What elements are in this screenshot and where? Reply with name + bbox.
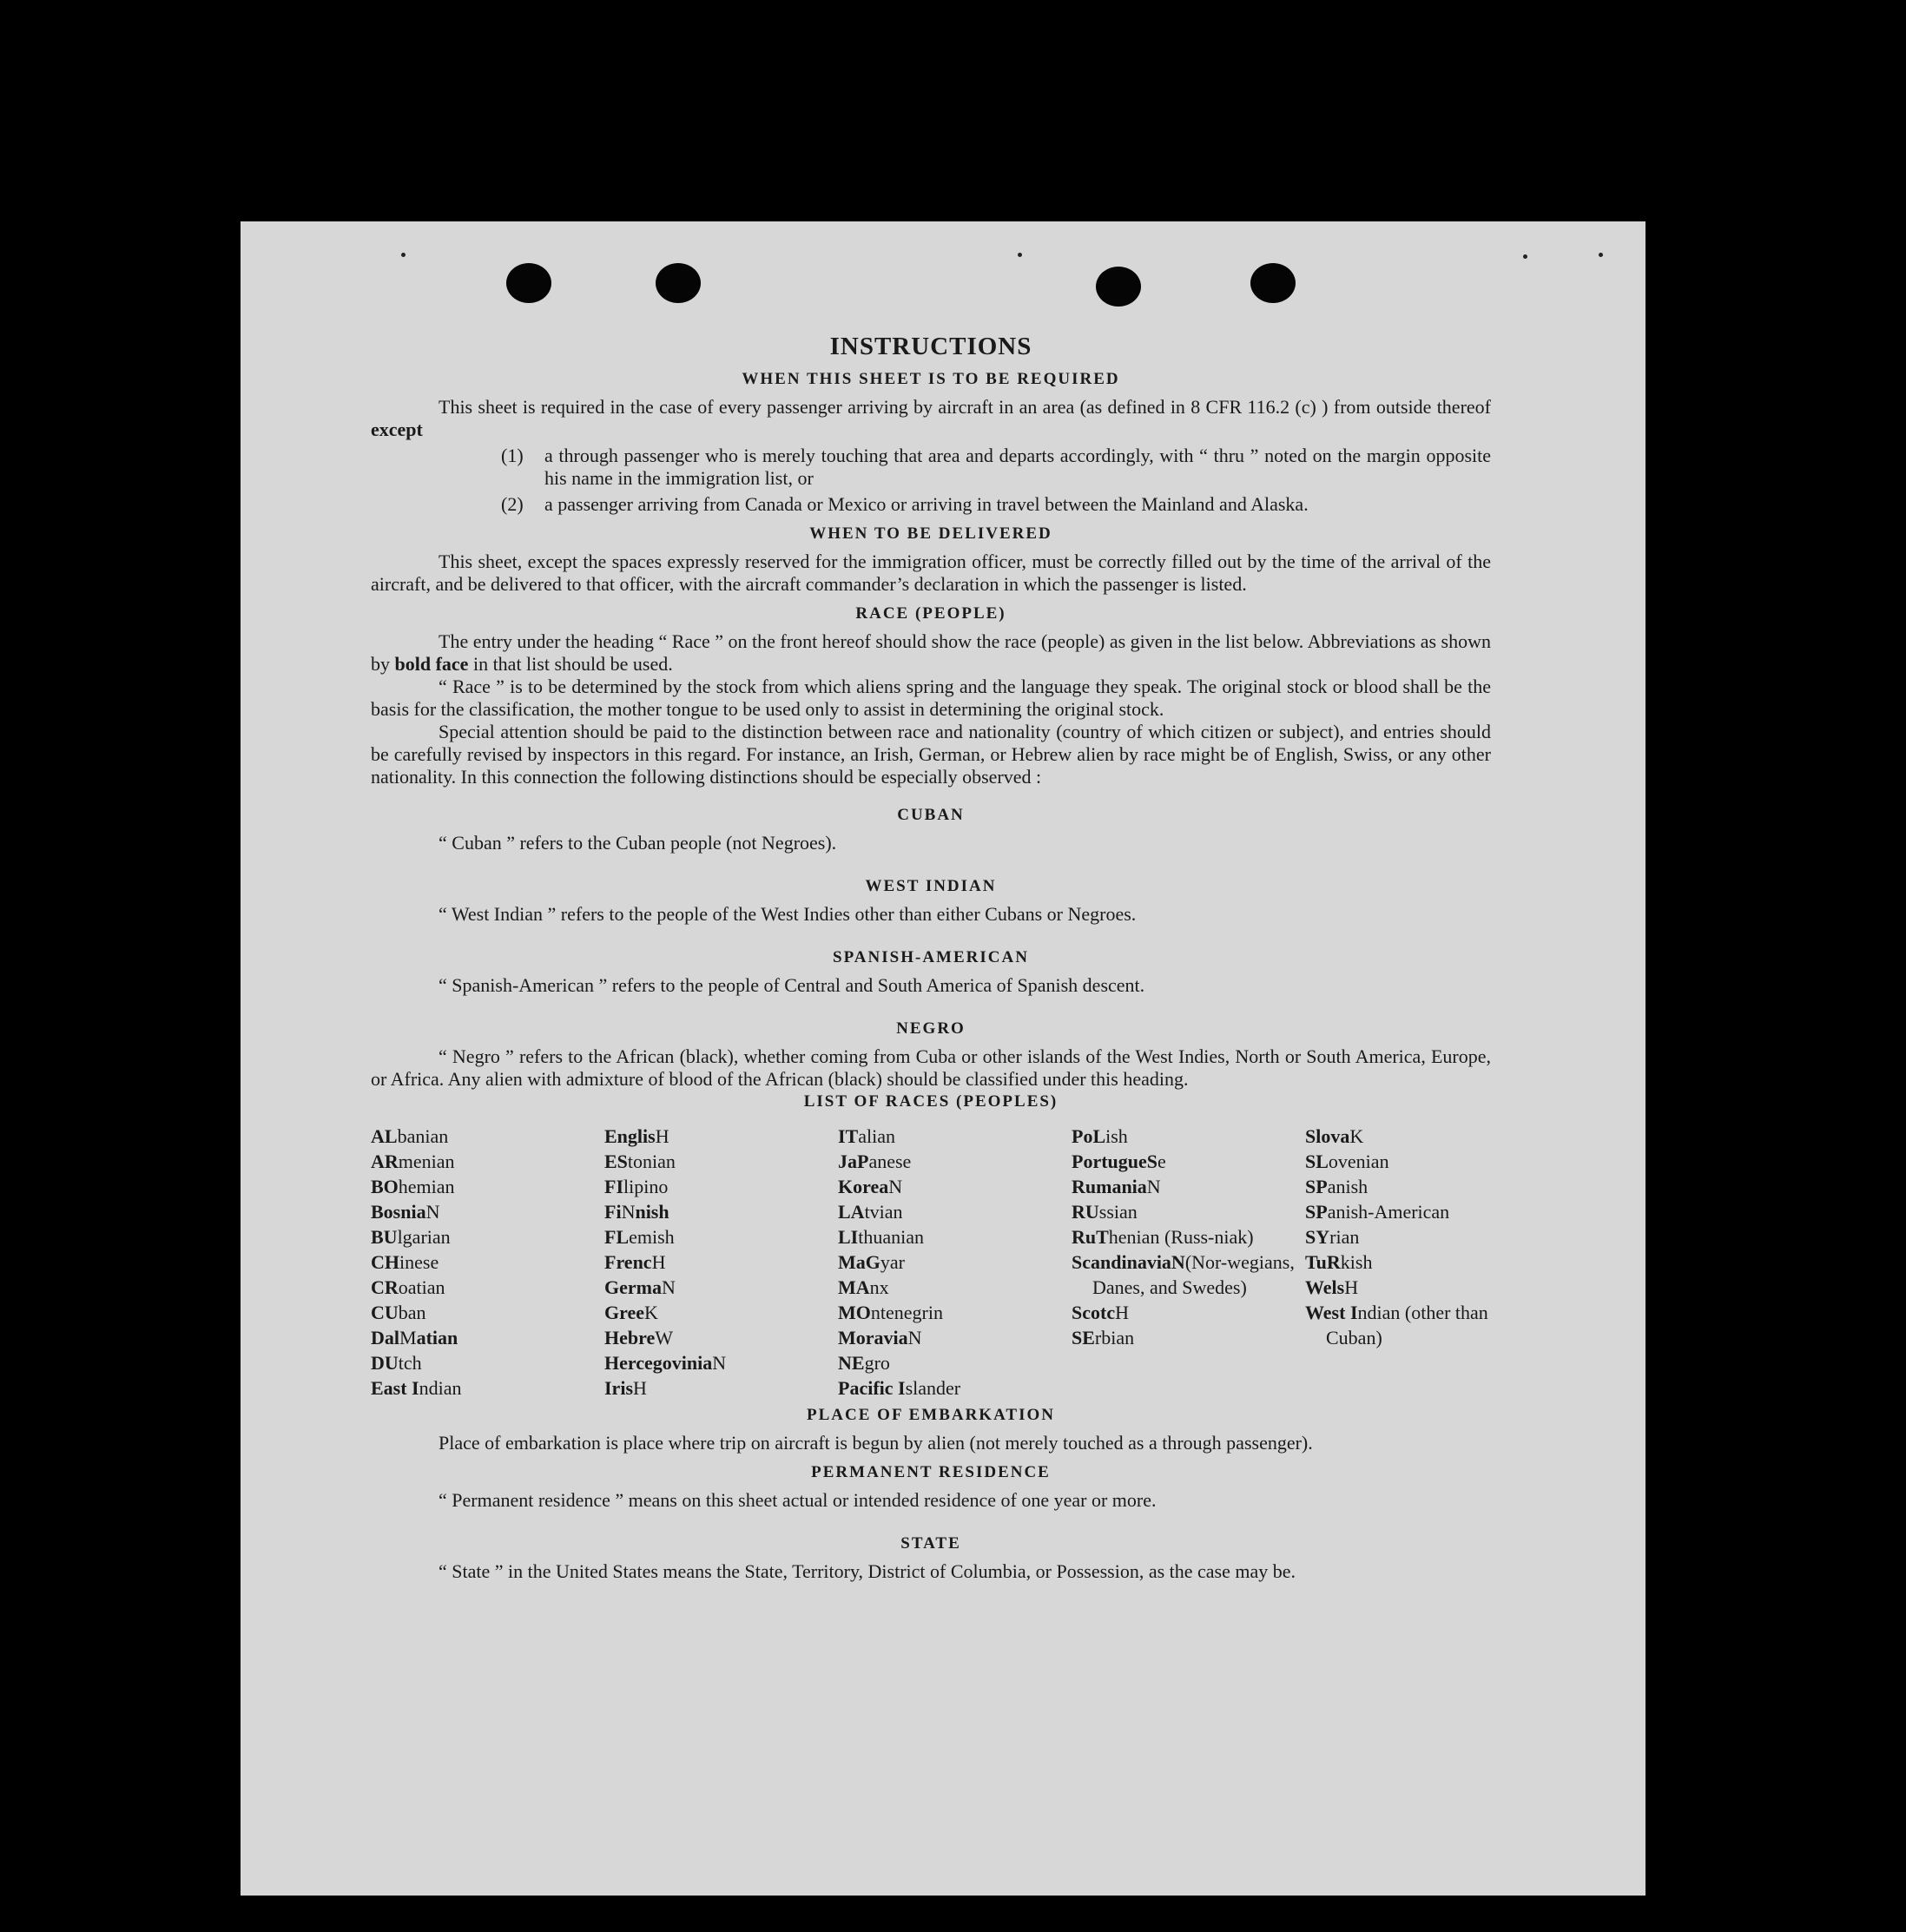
race-entry [604,1300,838,1325]
race-rest: tvian [864,1201,903,1223]
race-entry [371,1199,604,1224]
race-rest: alian [858,1125,896,1147]
race-abbrev: SY [1305,1226,1330,1248]
paragraph: “ Negro ” refers to the African (black), whether coming from Cuba or other islands of the West Indies, North or South America, Europe, or Africa. Any alien with admixture of blood of the African (black) should be classified under this heading. [371,1045,1491,1090]
bold-text: except [371,419,423,440]
paragraph: “ State ” in the United States means the State, Territory, District of Columbia, or Possession, as the case may be. [439,1560,1296,1582]
section-heading: WHEN THIS SHEET IS TO BE REQUIRED [742,370,1120,388]
race-abbrev: RU [1072,1201,1099,1223]
races-column [1072,1124,1305,1401]
section-heading: RACE (PEOPLE) [855,604,1006,623]
race-entry [604,1275,838,1300]
speck [401,253,406,257]
races-column [1305,1124,1491,1401]
race-entry [371,1124,604,1149]
race-rest: (Nor-wegians, Danes, and Swedes) [1092,1251,1295,1298]
item-number: (1) [501,445,524,466]
race-rest: W [655,1327,674,1348]
race-abbrev: nish [635,1201,669,1223]
race-entry [1305,1250,1491,1275]
race-entry [1072,1224,1305,1250]
section-heading: SPANISH-AMERICAN [833,948,1029,966]
race-rest: lipino [623,1176,669,1197]
race-entry [371,1325,604,1350]
race-abbrev: MA [838,1276,870,1298]
races-list [371,1124,1491,1401]
race-abbrev: SP [1305,1176,1328,1197]
race-abbrev: Frenc [604,1251,652,1273]
race-rest: anish-American [1327,1201,1450,1223]
races-column [838,1124,1072,1401]
race-rest: rbian [1094,1327,1135,1348]
race-entry [604,1224,838,1250]
race-abbrev: Fi [604,1201,622,1223]
race-entry [1072,1174,1305,1199]
text: in that list should be used. [472,653,673,675]
race-rest: H [1115,1302,1129,1323]
race-abbrev: TuR [1305,1251,1341,1273]
race-rest: K [1349,1125,1364,1147]
document-page [241,221,1645,1896]
race-abbrev: AR [371,1151,399,1172]
paragraph [371,396,1491,441]
race-rest: slander [905,1377,961,1399]
race-rest: henian (Russ-niak) [1108,1226,1254,1248]
instructions-content [371,333,1491,1583]
race-abbrev: MaG [838,1251,880,1273]
race-abbrev: Hercegovinia [604,1352,713,1374]
race-rest: e [1157,1151,1166,1172]
race-entry [371,1224,604,1250]
item-number: (2) [501,493,524,515]
race-entry [371,1275,604,1300]
race-entry [371,1350,604,1375]
item-text: a passenger arriving from Canada or Mexico or arriving in travel between the Mainland and Alaska. [544,493,1309,515]
race-entry [371,1149,604,1174]
race-rest: ovenian [1328,1151,1389,1172]
race-entry [604,1124,838,1149]
race-rest: ban [398,1302,426,1323]
race-rest: banian [397,1125,449,1147]
race-entry [838,1224,1072,1250]
speck [1599,253,1603,257]
race-rest: H [633,1377,647,1399]
race-entry [838,1375,1072,1401]
paragraph: This sheet, except the spaces expressly reserved for the immigration officer, must be correctly filled out by the time of the arrival of the aircraft, and be delivered to that officer, with the aircraft commander’s declaration in which the passenger is listed. [371,551,1491,595]
race-entry [1305,1124,1491,1149]
race-entry [1072,1199,1305,1224]
race-entry [1072,1250,1305,1300]
punch-hole [1250,263,1296,303]
race-rest: kish [1340,1251,1373,1273]
race-entry [838,1300,1072,1325]
races-column [604,1124,838,1401]
paragraph: “ Race ” is to be determined by the stock from which aliens spring and the language they speak. The original stock or blood shall be the basis for the classification, the mother tongue to be used only to assist in determining the original stock. [371,676,1491,720]
race-abbrev: LA [838,1201,865,1223]
race-entry [604,1174,838,1199]
race-rest: ssian [1098,1201,1138,1223]
race-rest: tch [398,1352,422,1374]
race-abbrev: SP [1305,1201,1328,1223]
race-abbrev: ScandinaviaN [1072,1251,1185,1273]
race-entry [604,1149,838,1174]
race-rest: ish [1105,1125,1128,1147]
race-rest: M [399,1327,417,1348]
race-entry [1072,1300,1305,1325]
race-rest: thuanian [858,1226,925,1248]
race-abbrev: Hebre [604,1327,656,1348]
race-rest: H [651,1251,666,1273]
race-abbrev: FI [604,1176,623,1197]
race-abbrev: Korea [838,1176,889,1197]
race-entry [604,1199,838,1224]
race-entry [604,1375,838,1401]
race-entry [1072,1149,1305,1174]
race-rest: N [621,1201,636,1223]
text: This sheet is required in the case of every passenger arriving by aircraft in an area (as defined in 8 CFR 116.2 (c) ) from outside thereof [439,396,1491,418]
section-heading: NEGRO [896,1019,966,1038]
race-entry [604,1350,838,1375]
race-abbrev: Pacific I [838,1377,906,1399]
race-abbrev: CH [371,1251,399,1273]
race-entry [1305,1275,1491,1300]
race-entry [371,1250,604,1275]
race-rest: ndian [419,1377,462,1399]
page-title: INSTRUCTIONS [829,333,1032,360]
race-abbrev: CU [371,1302,399,1323]
speck [1018,253,1022,257]
punch-hole [1096,267,1141,307]
race-entry [371,1375,604,1401]
section-heading: STATE [900,1534,961,1553]
race-rest: anish [1327,1176,1368,1197]
race-rest: gro [864,1352,890,1374]
race-rest: N [712,1352,727,1374]
race-abbrev: Scotc [1072,1302,1116,1323]
definition: “ Cuban ” refers to the Cuban people (not Negroes). [439,832,837,854]
race-entry [1305,1224,1491,1250]
race-abbrev: atian [416,1327,458,1348]
section-heading: WHEN TO BE DELIVERED [809,524,1052,543]
race-abbrev: SL [1305,1151,1329,1172]
race-entry [1072,1325,1305,1350]
race-entry [838,1174,1072,1199]
race-abbrev: Rumania [1072,1176,1147,1197]
bold-text: bold face [394,653,469,675]
race-entry [838,1250,1072,1275]
race-abbrev: NE [838,1352,865,1374]
speck [1523,254,1527,259]
race-rest: hemian [398,1176,455,1197]
race-abbrev: BU [371,1226,398,1248]
race-abbrev: MO [838,1302,871,1323]
list-item [371,493,1491,516]
list-item [371,445,1491,490]
race-rest: N [888,1176,903,1197]
race-abbrev: Wels [1305,1276,1345,1298]
race-rest: yar [880,1251,905,1273]
race-rest: N [425,1201,440,1223]
punch-hole [506,263,551,303]
race-abbrev: Iris [604,1377,633,1399]
race-abbrev: AL [371,1125,398,1147]
race-abbrev: Moravia [838,1327,908,1348]
race-rest: anese [868,1151,912,1172]
race-rest: nx [869,1276,889,1298]
race-abbrev: Englis [604,1125,656,1147]
race-abbrev: LI [838,1226,859,1248]
race-entry [371,1300,604,1325]
race-abbrev: East I [371,1377,419,1399]
race-abbrev: Germa [604,1276,662,1298]
section-heading: LIST OF RACES (PEOPLES) [803,1092,1059,1111]
race-rest: emish [629,1226,675,1248]
race-rest: N [661,1276,676,1298]
race-entry [838,1199,1072,1224]
race-rest: oatian [398,1276,445,1298]
race-entry [838,1124,1072,1149]
definition: “ West Indian ” refers to the people of the West Indies other than either Cubans or Negroes. [439,903,1137,925]
race-entry [838,1350,1072,1375]
race-abbrev: SE [1072,1327,1095,1348]
race-entry [838,1149,1072,1174]
race-entry [838,1325,1072,1350]
section-heading: WEST INDIAN [865,877,997,895]
race-entry [838,1275,1072,1300]
paragraph: Place of embarkation is place where trip on aircraft is begun by alien (not merely touched as a through passenger). [439,1432,1313,1454]
race-rest: K [644,1302,658,1323]
text: The entry under the heading “ Race ” on the front hereof should show the race (people) as given in the list below. Abbreviations as shown by [371,630,1491,675]
race-entry [604,1250,838,1275]
race-abbrev: IT [838,1125,859,1147]
section-heading: PLACE OF EMBARKATION [807,1406,1055,1424]
race-rest: inese [399,1251,439,1273]
race-rest: ntenegrin [870,1302,943,1323]
race-rest: H [1344,1276,1359,1298]
race-abbrev: Bosnia [371,1201,426,1223]
race-abbrev: JaP [838,1151,869,1172]
race-abbrev: Slova [1305,1125,1350,1147]
race-rest: lgarian [397,1226,451,1248]
race-entry [1305,1149,1491,1174]
definition: “ Spanish-American ” refers to the people of Central and South America of Spanish descent. [439,974,1145,996]
race-rest: rian [1329,1226,1360,1248]
punch-hole [656,263,701,303]
race-rest: ndian (other than Cuban) [1326,1302,1488,1348]
section-heading: PERMANENT RESIDENCE [811,1463,1051,1481]
races-column [371,1124,604,1401]
race-abbrev: Gree [604,1302,645,1323]
race-abbrev: PortugueS [1072,1151,1157,1172]
race-abbrev: CR [371,1276,399,1298]
definition: “ Permanent residence ” means on this sheet actual or intended residence of one year or more. [439,1489,1157,1511]
race-abbrev: ES [604,1151,628,1172]
race-rest: H [655,1125,669,1147]
race-entry [1305,1174,1491,1199]
race-abbrev: RuT [1072,1226,1109,1248]
race-abbrev: Dal [371,1327,399,1348]
race-abbrev: BO [371,1176,399,1197]
race-abbrev: West I [1305,1302,1358,1323]
paragraph [371,630,1491,676]
section-heading: CUBAN [897,806,965,824]
race-entry [1305,1199,1491,1224]
race-rest: N [1146,1176,1161,1197]
item-text: a through passenger who is merely touching that area and departs accordingly, with “ thru ” noted on the margin opposite his name in the immigration list, or [544,445,1491,489]
race-rest: menian [398,1151,455,1172]
race-rest: N [907,1327,922,1348]
race-entry [371,1174,604,1199]
paragraph: Special attention should be paid to the distinction between race and nationality (country of which citizen or subject), and entries should be carefully revised by inspectors in this regard. For instance, an Irish, German, or Hebrew alien by race might be of English, Swiss, or any other nationality. In this connection the following distinctions should be especially observed : [371,721,1491,788]
race-abbrev: FL [604,1226,630,1248]
race-abbrev: PoL [1072,1125,1106,1147]
race-rest: tonian [627,1151,676,1172]
race-abbrev: DU [371,1352,399,1374]
race-entry [604,1325,838,1350]
race-entry [1072,1124,1305,1149]
race-entry [1305,1300,1491,1350]
